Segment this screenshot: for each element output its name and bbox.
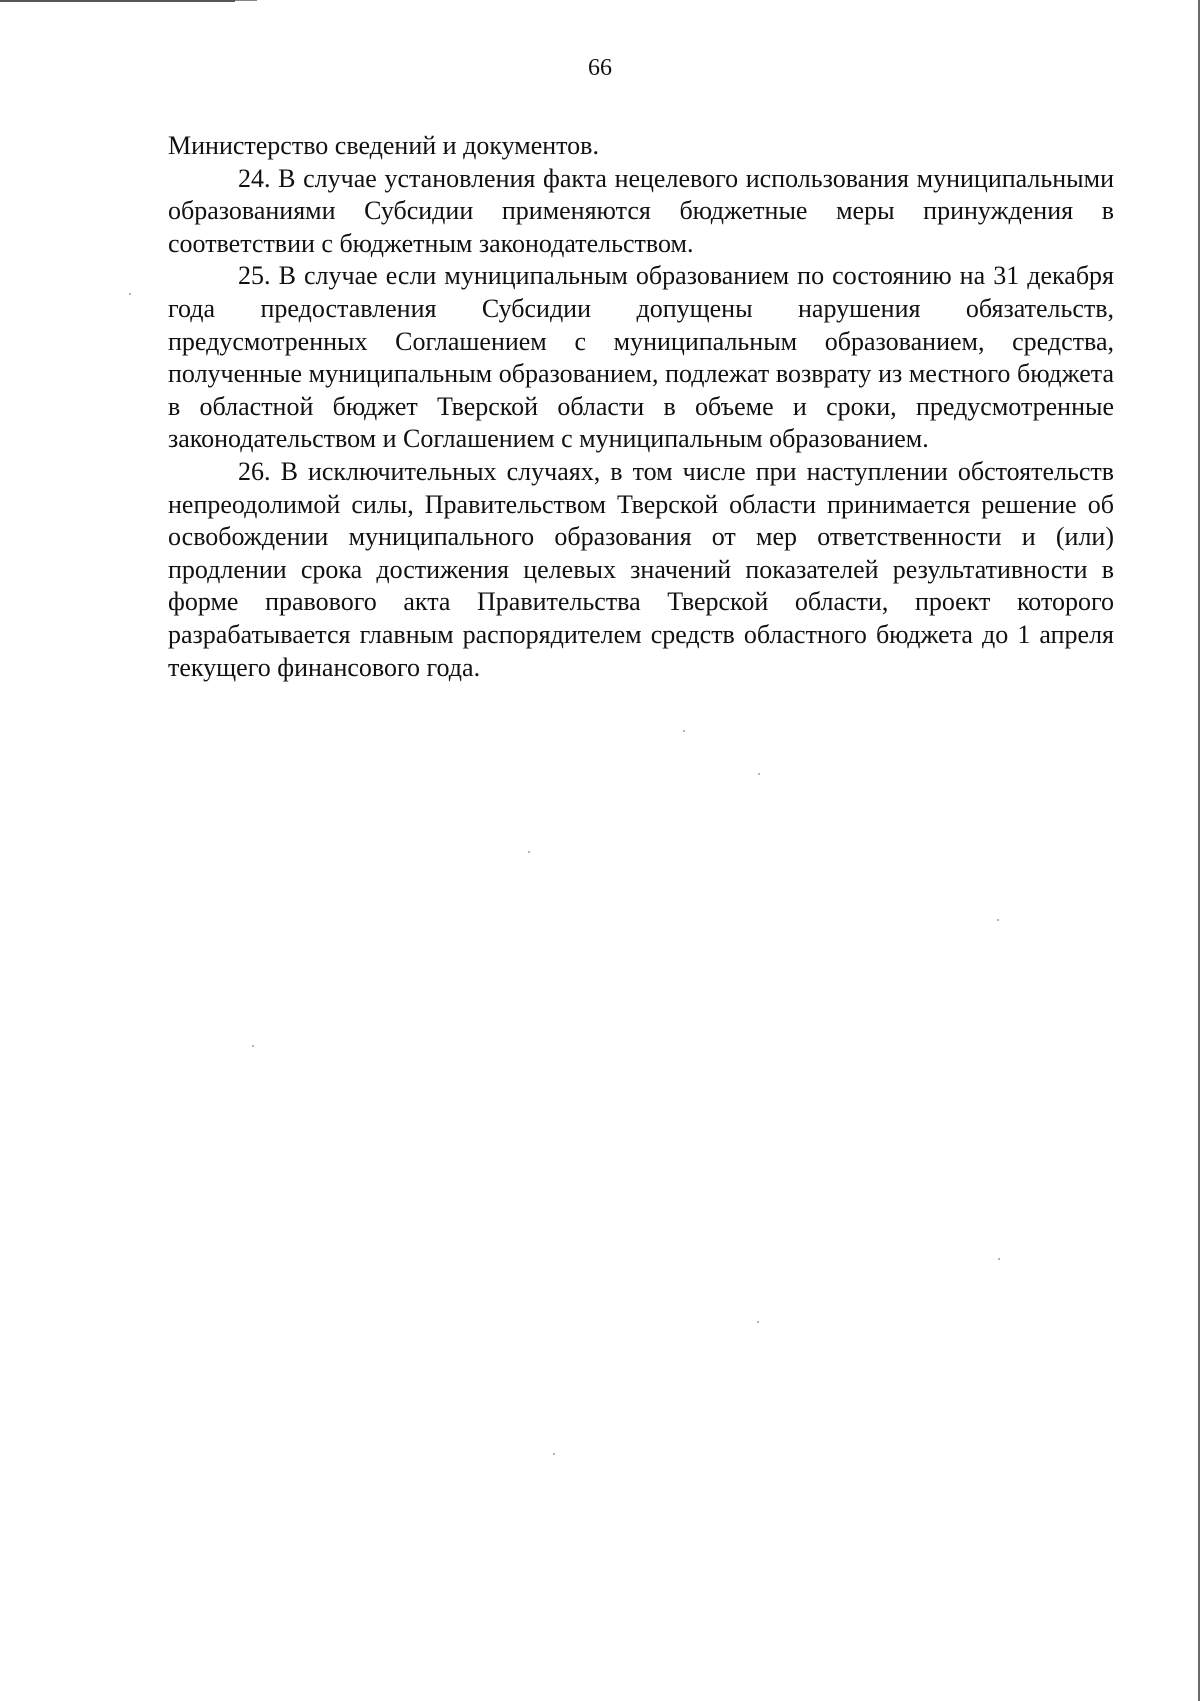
body-text: [168, 130, 1114, 684]
paragraph-continuation: [168, 130, 1114, 163]
scan-speck: [683, 730, 685, 732]
page-number: 66: [588, 55, 612, 81]
paragraph-24: [168, 163, 1114, 261]
scan-speck: [758, 773, 760, 775]
paragraph-26: [168, 456, 1114, 684]
paragraph-number: 25.: [238, 261, 279, 291]
scan-speck: [553, 1453, 555, 1455]
scan-speck: [129, 293, 131, 295]
paragraph-text: Министерство сведений и документов.: [168, 131, 599, 160]
scan-edge-top-fragment: [235, 0, 257, 1]
scan-speck: [252, 1045, 254, 1047]
scan-speck: [997, 919, 999, 921]
scan-edge-top: [0, 0, 235, 2]
paragraph-25: [168, 260, 1114, 456]
paragraph-number: 26.: [238, 456, 281, 486]
scan-speck: [757, 1321, 759, 1323]
scan-speck: [528, 851, 530, 853]
scan-speck: [998, 1258, 1000, 1260]
paragraph-text: В исключительных случаях, в том числе при наступлении обстоятельств непреодолимой силы, Правительством Тверской области принимается решение об освобождении муниципального образования от мер ответственности и (или) продлении срока достижения целевых значений показателей результативности в форме правового акта Правительства Тверской области, проект которого разрабатывается главным распорядителем средств областного бюджета до 1 апреля текущего финансового года.: [168, 456, 1115, 682]
paragraph-text: В случае если муниципальным образованием по состоянию на 31 декабря года предоставления Субсидии допущены нарушения обязательств, предусмотренных Соглашением с муниципальным образованием, средства, полученные муниципальным образованием, подлежат возврату из местного бюджета в областной бюджет Тверской области в объеме и сроки, предусмотренные законодательством и Соглашением с муниципальным образованием.: [168, 261, 1115, 454]
paragraph-number: 24.: [238, 163, 279, 193]
paragraph-text: В случае установления факта нецелевого использования муниципальными образованиями Субсидии применяются бюджетные меры принуждения в соответствии с бюджетным законодательством.: [168, 163, 1115, 258]
